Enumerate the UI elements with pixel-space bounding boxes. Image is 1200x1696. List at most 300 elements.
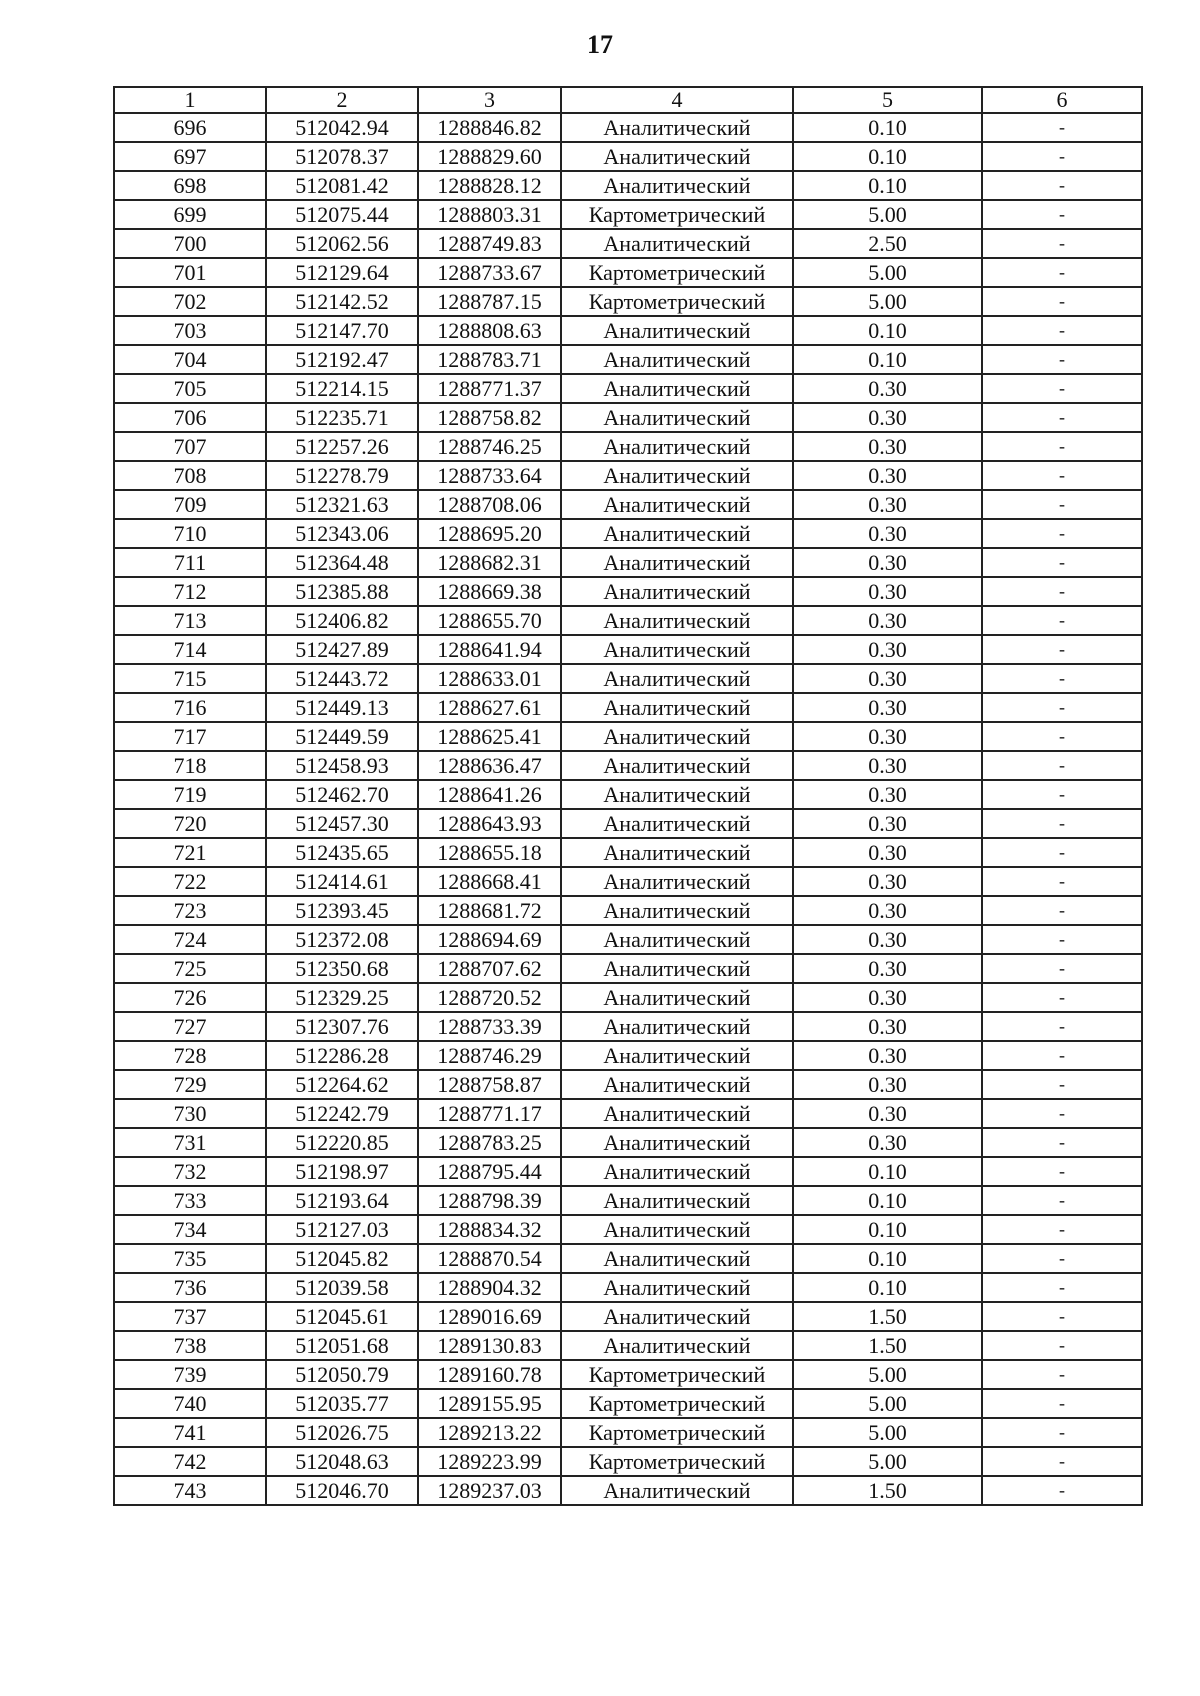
method-cell: Аналитический	[561, 519, 793, 548]
note-cell: -	[982, 374, 1142, 403]
x-coordinate-cell: 512129.64	[266, 258, 418, 287]
note-cell: -	[982, 1273, 1142, 1302]
method-cell: Аналитический	[561, 954, 793, 983]
table-header	[114, 87, 1142, 113]
note-cell: -	[982, 171, 1142, 200]
x-coordinate-cell: 512127.03	[266, 1215, 418, 1244]
y-coordinate-cell: 1288681.72	[418, 896, 561, 925]
note-cell: -	[982, 1128, 1142, 1157]
x-coordinate-cell: 512307.76	[266, 1012, 418, 1041]
table-row	[114, 693, 1142, 722]
table-row	[114, 432, 1142, 461]
accuracy-cell: 0.30	[793, 1128, 982, 1157]
method-cell: Аналитический	[561, 780, 793, 809]
accuracy-cell: 0.30	[793, 722, 982, 751]
accuracy-cell: 0.30	[793, 693, 982, 722]
y-coordinate-cell: 1288749.83	[418, 229, 561, 258]
table-row	[114, 751, 1142, 780]
x-coordinate-cell: 512081.42	[266, 171, 418, 200]
table-body	[114, 113, 1142, 1505]
x-coordinate-cell: 512046.70	[266, 1476, 418, 1505]
table-row	[114, 1012, 1142, 1041]
x-coordinate-cell: 512427.89	[266, 635, 418, 664]
method-cell: Картометрический	[561, 258, 793, 287]
table-row	[114, 287, 1142, 316]
point-number-cell: 727	[114, 1012, 266, 1041]
note-cell: -	[982, 432, 1142, 461]
coordinates-table-container	[113, 86, 1141, 1506]
method-cell: Картометрический	[561, 200, 793, 229]
point-number-cell: 737	[114, 1302, 266, 1331]
table-row	[114, 1070, 1142, 1099]
table-row	[114, 374, 1142, 403]
x-coordinate-cell: 512051.68	[266, 1331, 418, 1360]
method-cell: Аналитический	[561, 1041, 793, 1070]
x-coordinate-cell: 512078.37	[266, 142, 418, 171]
method-cell: Аналитический	[561, 751, 793, 780]
table-row	[114, 983, 1142, 1012]
method-cell: Картометрический	[561, 1447, 793, 1476]
x-coordinate-cell: 512443.72	[266, 664, 418, 693]
method-cell: Аналитический	[561, 1302, 793, 1331]
point-number-cell: 730	[114, 1099, 266, 1128]
table-row	[114, 1128, 1142, 1157]
table-row	[114, 722, 1142, 751]
accuracy-cell: 0.10	[793, 1157, 982, 1186]
point-number-cell: 738	[114, 1331, 266, 1360]
y-coordinate-cell: 1288668.41	[418, 867, 561, 896]
accuracy-cell: 5.00	[793, 200, 982, 229]
accuracy-cell: 0.30	[793, 374, 982, 403]
accuracy-cell: 1.50	[793, 1476, 982, 1505]
y-coordinate-cell: 1288669.38	[418, 577, 561, 606]
point-number-cell: 701	[114, 258, 266, 287]
y-coordinate-cell: 1288783.71	[418, 345, 561, 374]
note-cell: -	[982, 983, 1142, 1012]
note-cell: -	[982, 287, 1142, 316]
note-cell: -	[982, 113, 1142, 142]
point-number-cell: 733	[114, 1186, 266, 1215]
table-row	[114, 954, 1142, 983]
x-coordinate-cell: 512257.26	[266, 432, 418, 461]
y-coordinate-cell: 1288733.67	[418, 258, 561, 287]
x-coordinate-cell: 512264.62	[266, 1070, 418, 1099]
note-cell: -	[982, 954, 1142, 983]
y-coordinate-cell: 1288633.01	[418, 664, 561, 693]
table-row	[114, 1302, 1142, 1331]
column-header: 3	[418, 87, 561, 113]
accuracy-cell: 0.10	[793, 1215, 982, 1244]
note-cell: -	[982, 403, 1142, 432]
y-coordinate-cell: 1288636.47	[418, 751, 561, 780]
x-coordinate-cell: 512192.47	[266, 345, 418, 374]
accuracy-cell: 0.10	[793, 142, 982, 171]
y-coordinate-cell: 1288746.29	[418, 1041, 561, 1070]
y-coordinate-cell: 1289130.83	[418, 1331, 561, 1360]
accuracy-cell: 0.30	[793, 925, 982, 954]
y-coordinate-cell: 1289160.78	[418, 1360, 561, 1389]
page-number: 17	[587, 30, 613, 59]
point-number-cell: 717	[114, 722, 266, 751]
method-cell: Аналитический	[561, 113, 793, 142]
accuracy-cell: 0.10	[793, 1244, 982, 1273]
point-number-cell: 740	[114, 1389, 266, 1418]
y-coordinate-cell: 1288803.31	[418, 200, 561, 229]
table-row	[114, 519, 1142, 548]
x-coordinate-cell: 512214.15	[266, 374, 418, 403]
x-coordinate-cell: 512458.93	[266, 751, 418, 780]
point-number-cell: 719	[114, 780, 266, 809]
method-cell: Аналитический	[561, 490, 793, 519]
x-coordinate-cell: 512075.44	[266, 200, 418, 229]
point-number-cell: 713	[114, 606, 266, 635]
point-number-cell: 720	[114, 809, 266, 838]
note-cell: -	[982, 1447, 1142, 1476]
point-number-cell: 704	[114, 345, 266, 374]
accuracy-cell: 0.30	[793, 809, 982, 838]
accuracy-cell: 0.10	[793, 171, 982, 200]
method-cell: Аналитический	[561, 1012, 793, 1041]
method-cell: Аналитический	[561, 1186, 793, 1215]
y-coordinate-cell: 1288694.69	[418, 925, 561, 954]
note-cell: -	[982, 1244, 1142, 1273]
note-cell: -	[982, 1215, 1142, 1244]
table-row	[114, 780, 1142, 809]
coordinates-table	[113, 86, 1143, 1506]
y-coordinate-cell: 1289237.03	[418, 1476, 561, 1505]
y-coordinate-cell: 1288758.82	[418, 403, 561, 432]
column-header: 6	[982, 87, 1142, 113]
accuracy-cell: 5.00	[793, 258, 982, 287]
note-cell: -	[982, 722, 1142, 751]
x-coordinate-cell: 512449.13	[266, 693, 418, 722]
method-cell: Аналитический	[561, 1244, 793, 1273]
y-coordinate-cell: 1288828.12	[418, 171, 561, 200]
accuracy-cell: 0.10	[793, 1273, 982, 1302]
point-number-cell: 709	[114, 490, 266, 519]
point-number-cell: 735	[114, 1244, 266, 1273]
y-coordinate-cell: 1288627.61	[418, 693, 561, 722]
table-row	[114, 171, 1142, 200]
table-row	[114, 1447, 1142, 1476]
point-number-cell: 698	[114, 171, 266, 200]
method-cell: Аналитический	[561, 693, 793, 722]
x-coordinate-cell: 512343.06	[266, 519, 418, 548]
method-cell: Картометрический	[561, 1360, 793, 1389]
x-coordinate-cell: 512435.65	[266, 838, 418, 867]
y-coordinate-cell: 1288720.52	[418, 983, 561, 1012]
y-coordinate-cell: 1288834.32	[418, 1215, 561, 1244]
note-cell: -	[982, 1418, 1142, 1447]
accuracy-cell: 0.30	[793, 838, 982, 867]
table-row	[114, 1360, 1142, 1389]
note-cell: -	[982, 1099, 1142, 1128]
note-cell: -	[982, 490, 1142, 519]
y-coordinate-cell: 1288682.31	[418, 548, 561, 577]
x-coordinate-cell: 512142.52	[266, 287, 418, 316]
x-coordinate-cell: 512147.70	[266, 316, 418, 345]
point-number-cell: 711	[114, 548, 266, 577]
note-cell: -	[982, 635, 1142, 664]
y-coordinate-cell: 1288795.44	[418, 1157, 561, 1186]
point-number-cell: 702	[114, 287, 266, 316]
accuracy-cell: 0.30	[793, 461, 982, 490]
point-number-cell: 731	[114, 1128, 266, 1157]
point-number-cell: 703	[114, 316, 266, 345]
y-coordinate-cell: 1289223.99	[418, 1447, 561, 1476]
note-cell: -	[982, 1389, 1142, 1418]
table-row	[114, 1215, 1142, 1244]
y-coordinate-cell: 1288771.17	[418, 1099, 561, 1128]
table-row	[114, 461, 1142, 490]
point-number-cell: 741	[114, 1418, 266, 1447]
method-cell: Картометрический	[561, 287, 793, 316]
table-row	[114, 1389, 1142, 1418]
point-number-cell: 739	[114, 1360, 266, 1389]
point-number-cell: 699	[114, 200, 266, 229]
note-cell: -	[982, 1157, 1142, 1186]
note-cell: -	[982, 519, 1142, 548]
accuracy-cell: 0.30	[793, 548, 982, 577]
note-cell: -	[982, 1012, 1142, 1041]
table-row	[114, 1099, 1142, 1128]
note-cell: -	[982, 258, 1142, 287]
point-number-cell: 697	[114, 142, 266, 171]
note-cell: -	[982, 606, 1142, 635]
x-coordinate-cell: 512039.58	[266, 1273, 418, 1302]
y-coordinate-cell: 1288870.54	[418, 1244, 561, 1273]
point-number-cell: 715	[114, 664, 266, 693]
x-coordinate-cell: 512035.77	[266, 1389, 418, 1418]
note-cell: -	[982, 751, 1142, 780]
table-row	[114, 1273, 1142, 1302]
note-cell: -	[982, 1302, 1142, 1331]
table-row	[114, 316, 1142, 345]
point-number-cell: 710	[114, 519, 266, 548]
y-coordinate-cell: 1288707.62	[418, 954, 561, 983]
accuracy-cell: 5.00	[793, 1389, 982, 1418]
x-coordinate-cell: 512242.79	[266, 1099, 418, 1128]
method-cell: Аналитический	[561, 838, 793, 867]
point-number-cell: 707	[114, 432, 266, 461]
table-row	[114, 345, 1142, 374]
note-cell: -	[982, 1070, 1142, 1099]
y-coordinate-cell: 1288829.60	[418, 142, 561, 171]
x-coordinate-cell: 512393.45	[266, 896, 418, 925]
x-coordinate-cell: 512372.08	[266, 925, 418, 954]
point-number-cell: 743	[114, 1476, 266, 1505]
x-coordinate-cell: 512050.79	[266, 1360, 418, 1389]
method-cell: Картометрический	[561, 1389, 793, 1418]
method-cell: Аналитический	[561, 925, 793, 954]
method-cell: Аналитический	[561, 896, 793, 925]
x-coordinate-cell: 512062.56	[266, 229, 418, 258]
x-coordinate-cell: 512278.79	[266, 461, 418, 490]
point-number-cell: 742	[114, 1447, 266, 1476]
x-coordinate-cell: 512364.48	[266, 548, 418, 577]
method-cell: Аналитический	[561, 867, 793, 896]
point-number-cell: 732	[114, 1157, 266, 1186]
x-coordinate-cell: 512329.25	[266, 983, 418, 1012]
point-number-cell: 721	[114, 838, 266, 867]
column-header: 4	[561, 87, 793, 113]
y-coordinate-cell: 1288846.82	[418, 113, 561, 142]
note-cell: -	[982, 664, 1142, 693]
point-number-cell: 723	[114, 896, 266, 925]
accuracy-cell: 0.30	[793, 751, 982, 780]
note-cell: -	[982, 461, 1142, 490]
y-coordinate-cell: 1288746.25	[418, 432, 561, 461]
method-cell: Аналитический	[561, 316, 793, 345]
point-number-cell: 725	[114, 954, 266, 983]
table-row	[114, 606, 1142, 635]
table-row	[114, 200, 1142, 229]
point-number-cell: 734	[114, 1215, 266, 1244]
y-coordinate-cell: 1288643.93	[418, 809, 561, 838]
column-header: 1	[114, 87, 266, 113]
point-number-cell: 716	[114, 693, 266, 722]
y-coordinate-cell: 1288655.18	[418, 838, 561, 867]
table-row	[114, 258, 1142, 287]
accuracy-cell: 0.30	[793, 1041, 982, 1070]
accuracy-cell: 0.30	[793, 780, 982, 809]
note-cell: -	[982, 548, 1142, 577]
note-cell: -	[982, 200, 1142, 229]
table-row	[114, 113, 1142, 142]
accuracy-cell: 0.30	[793, 577, 982, 606]
y-coordinate-cell: 1288787.15	[418, 287, 561, 316]
x-coordinate-cell: 512026.75	[266, 1418, 418, 1447]
note-cell: -	[982, 1041, 1142, 1070]
y-coordinate-cell: 1288758.87	[418, 1070, 561, 1099]
table-row	[114, 1186, 1142, 1215]
y-coordinate-cell: 1288641.26	[418, 780, 561, 809]
table-row	[114, 490, 1142, 519]
y-coordinate-cell: 1289016.69	[418, 1302, 561, 1331]
accuracy-cell: 2.50	[793, 229, 982, 258]
accuracy-cell: 5.00	[793, 1360, 982, 1389]
method-cell: Аналитический	[561, 1476, 793, 1505]
table-row	[114, 838, 1142, 867]
x-coordinate-cell: 512193.64	[266, 1186, 418, 1215]
x-coordinate-cell: 512045.82	[266, 1244, 418, 1273]
table-row	[114, 867, 1142, 896]
header-row	[114, 87, 1142, 113]
table-row	[114, 229, 1142, 258]
accuracy-cell: 0.30	[793, 606, 982, 635]
method-cell: Аналитический	[561, 374, 793, 403]
x-coordinate-cell: 512321.63	[266, 490, 418, 519]
x-coordinate-cell: 512414.61	[266, 867, 418, 896]
point-number-cell: 736	[114, 1273, 266, 1302]
accuracy-cell: 0.30	[793, 983, 982, 1012]
note-cell: -	[982, 925, 1142, 954]
y-coordinate-cell: 1288655.70	[418, 606, 561, 635]
note-cell: -	[982, 693, 1142, 722]
accuracy-cell: 0.10	[793, 345, 982, 374]
table-row	[114, 142, 1142, 171]
x-coordinate-cell: 512235.71	[266, 403, 418, 432]
note-cell: -	[982, 577, 1142, 606]
table-row	[114, 896, 1142, 925]
method-cell: Аналитический	[561, 1331, 793, 1360]
x-coordinate-cell: 512045.61	[266, 1302, 418, 1331]
point-number-cell: 714	[114, 635, 266, 664]
x-coordinate-cell: 512457.30	[266, 809, 418, 838]
point-number-cell: 706	[114, 403, 266, 432]
y-coordinate-cell: 1288695.20	[418, 519, 561, 548]
accuracy-cell: 1.50	[793, 1302, 982, 1331]
note-cell: -	[982, 1331, 1142, 1360]
x-coordinate-cell: 512286.28	[266, 1041, 418, 1070]
accuracy-cell: 0.30	[793, 432, 982, 461]
accuracy-cell: 0.10	[793, 1186, 982, 1215]
point-number-cell: 705	[114, 374, 266, 403]
method-cell: Аналитический	[561, 1157, 793, 1186]
method-cell: Аналитический	[561, 171, 793, 200]
accuracy-cell: 0.30	[793, 664, 982, 693]
table-row	[114, 1041, 1142, 1070]
y-coordinate-cell: 1288733.64	[418, 461, 561, 490]
y-coordinate-cell: 1288798.39	[418, 1186, 561, 1215]
y-coordinate-cell: 1288771.37	[418, 374, 561, 403]
method-cell: Аналитический	[561, 142, 793, 171]
note-cell: -	[982, 838, 1142, 867]
column-header: 2	[266, 87, 418, 113]
x-coordinate-cell: 512042.94	[266, 113, 418, 142]
y-coordinate-cell: 1288733.39	[418, 1012, 561, 1041]
x-coordinate-cell: 512406.82	[266, 606, 418, 635]
x-coordinate-cell: 512048.63	[266, 1447, 418, 1476]
table-row	[114, 1418, 1142, 1447]
y-coordinate-cell: 1289213.22	[418, 1418, 561, 1447]
table-row	[114, 577, 1142, 606]
table-row	[114, 548, 1142, 577]
accuracy-cell: 1.50	[793, 1331, 982, 1360]
note-cell: -	[982, 867, 1142, 896]
point-number-cell: 712	[114, 577, 266, 606]
x-coordinate-cell: 512350.68	[266, 954, 418, 983]
method-cell: Аналитический	[561, 635, 793, 664]
method-cell: Аналитический	[561, 1070, 793, 1099]
y-coordinate-cell: 1288641.94	[418, 635, 561, 664]
x-coordinate-cell: 512462.70	[266, 780, 418, 809]
point-number-cell: 729	[114, 1070, 266, 1099]
method-cell: Аналитический	[561, 548, 793, 577]
accuracy-cell: 0.30	[793, 1099, 982, 1128]
method-cell: Аналитический	[561, 345, 793, 374]
point-number-cell: 708	[114, 461, 266, 490]
accuracy-cell: 0.30	[793, 896, 982, 925]
note-cell: -	[982, 1360, 1142, 1389]
method-cell: Аналитический	[561, 606, 793, 635]
point-number-cell: 700	[114, 229, 266, 258]
table-row	[114, 1244, 1142, 1273]
method-cell: Аналитический	[561, 1128, 793, 1157]
note-cell: -	[982, 1476, 1142, 1505]
accuracy-cell: 5.00	[793, 1447, 982, 1476]
table-row	[114, 1157, 1142, 1186]
point-number-cell: 696	[114, 113, 266, 142]
column-header: 5	[793, 87, 982, 113]
table-row	[114, 809, 1142, 838]
table-row	[114, 925, 1142, 954]
note-cell: -	[982, 229, 1142, 258]
method-cell: Аналитический	[561, 1273, 793, 1302]
table-row	[114, 664, 1142, 693]
y-coordinate-cell: 1288808.63	[418, 316, 561, 345]
note-cell: -	[982, 316, 1142, 345]
